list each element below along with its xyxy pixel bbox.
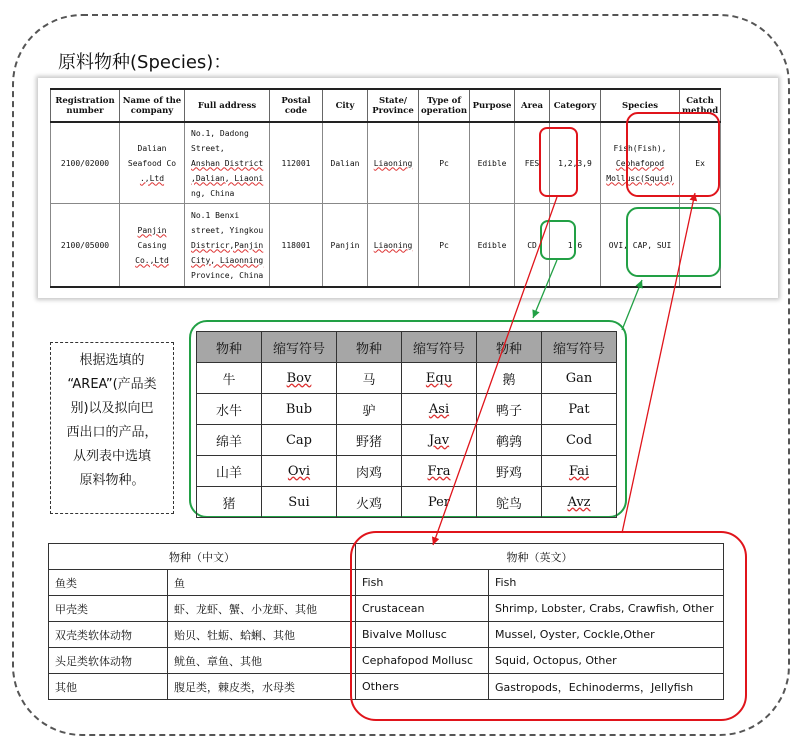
table-row: 山羊 Ovi 肉鸡 Fra 野鸡 Fai bbox=[197, 456, 617, 487]
header-province: State/ Province bbox=[368, 89, 419, 122]
table-row: 甲壳类 虾、龙虾、蟹、小龙虾、其他 Crustacean Shrimp, Lobster, Crabs, Crawfish, Other bbox=[49, 596, 724, 622]
green-arrow-species bbox=[622, 280, 642, 330]
table-row: 猪 Sui 火鸡 Per 鸵鸟 Avz bbox=[197, 487, 617, 518]
header-category: Category bbox=[550, 89, 601, 122]
header-species: Species bbox=[601, 89, 680, 122]
header-company: Name of the company bbox=[120, 89, 185, 122]
instruction-note: 根据选填的 “AREA”(产品类 别)以及拟向巴 西出口的产品， 从列表中选填 原料物种。 bbox=[50, 342, 174, 514]
table-row: 2100/05000 Panjin Casing Co.,Ltd No.1 Benxi street, Yingkou Districr,Panjin City, Liaonning Province, China 118001 Panjin Liaoning Pc Edible CD 1,6 OVI, CAP, SUI bbox=[51, 204, 721, 288]
red-arrow-area bbox=[433, 197, 557, 545]
page-title: 原料物种(Species)： bbox=[58, 52, 232, 73]
table-row: 绵羊 Cap 野猪 Jav 鹌鹑 Cod bbox=[197, 425, 617, 456]
table-row: 牛 Bov 马 Equ 鹅 Gan bbox=[197, 363, 617, 394]
red-arrow-species bbox=[622, 193, 695, 533]
table-row: 其他 腹足类，棘皮类，水母类 Others Gastropods，Echinoderms，Jellyfish bbox=[49, 674, 724, 700]
header-catch: Catch method bbox=[680, 89, 721, 122]
abbreviation-table: 物种 缩写符号 物种 缩写符号 物种 缩写符号 牛 Bov 马 Equ 鹅 Gan 水牛 Bub 驴 Asi 鸭子 Pat 绵羊 Cap 野猪 Jav 鹌鹑 Cod 山羊 Ovi 肉鸡 Fra 野鸡 Fai 猪 Sui 火鸡 Per 鸵鸟 Avz bbox=[196, 331, 617, 518]
species-table: 物种（中文） 物种（英文） 鱼类 鱼 Fish Fish 甲壳类 虾、龙虾、蟹、小龙虾、其他 Crustacean Shrimp, Lobster, Crabs, Crawfish, Other 双壳类软体动物 贻贝、牡蛎、蛤蜊、其他 Bivalve Mollusc Mussel, Oyster, Cockle,Other 头足类软体动物 鱿鱼、章鱼、其他 Cephafopod Mollusc Squid, Octopus, Other 其他 腹足类，棘皮类，水母类 Others Gastropods，Echinoderms，Jellyfish bbox=[48, 543, 724, 700]
table-row: 头足类软体动物 鱿鱼、章鱼、其他 Cephafopod Mollusc Squid, Octopus, Other bbox=[49, 648, 724, 674]
table-row: 水牛 Bub 驴 Asi 鸭子 Pat bbox=[197, 394, 617, 425]
header-area: Area bbox=[515, 89, 550, 122]
green-arrow-area bbox=[533, 260, 557, 318]
table-row: 2100/02000 Dalian Seafood Co .,Ltd No.1, Dadong Street, Anshan District ,Dalian, Liaoni ng, China 112001 Dalian Liaoning Pc Edible FES 1,2,3,9 Fish(Fish), Cephafopod Mollusc(Squid) Ex bbox=[51, 122, 721, 204]
header-address: Full address bbox=[185, 89, 270, 122]
header-type: Type of operation bbox=[419, 89, 470, 122]
header-purpose: Purpose bbox=[470, 89, 515, 122]
table-row: 双壳类软体动物 贻贝、牡蛎、蛤蜊、其他 Bivalve Mollusc Mussel, Oyster, Cockle,Other bbox=[49, 622, 724, 648]
table-row: 鱼类 鱼 Fish Fish bbox=[49, 570, 724, 596]
header-postal: Postal code bbox=[270, 89, 323, 122]
header-city: City bbox=[323, 89, 368, 122]
header-registration-number: Registration number bbox=[51, 89, 120, 122]
